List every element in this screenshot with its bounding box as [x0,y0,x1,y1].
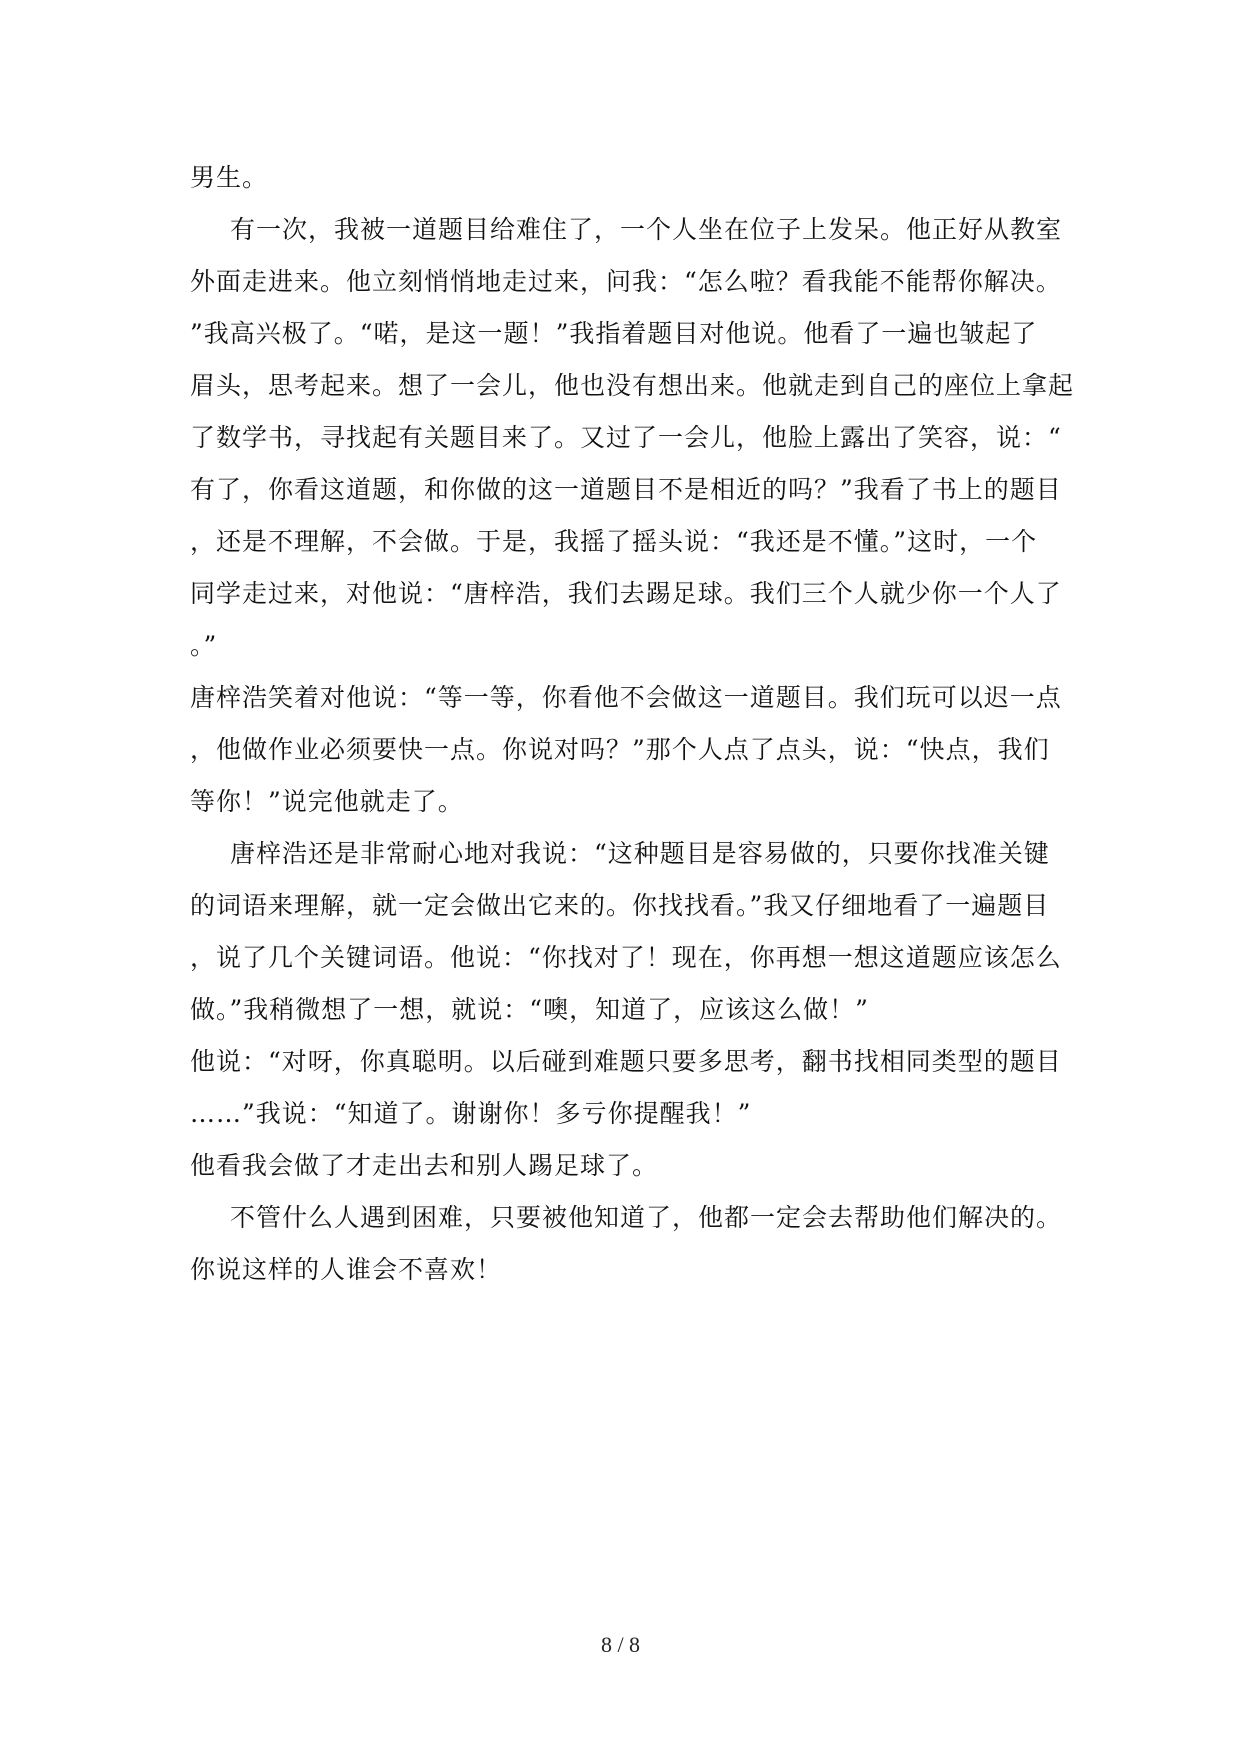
text-line: 他说：“对呀，你真聪明。以后碰到难题只要多思考，翻书找相同类型的题目 [190,1047,1062,1076]
text-line: 了数学书，寻找起有关题目来了。又过了一会儿，他脸上露出了笑容，说：“ [190,423,1062,452]
text-line: ……”我说：“知道了。谢谢你！多亏你提醒我！” [190,1099,752,1128]
text-line: 你说这样的人谁会不喜欢！ [190,1255,503,1284]
text-line: ，说了几个关键词语。他说：“你找对了！现在，你再想一想这道题应该怎么 [190,943,1062,972]
text-line: 唐梓浩还是非常耐心地对我说：“这种题目是容易做的，只要你找准关键 [230,839,1050,868]
text-line: 男生。 [190,163,269,192]
page-number: 8 / 8 [600,1632,641,1657]
text-line: 外面走进来。他立刻悄悄地走过来，问我：“怎么啦？看我能不能帮你解决。 [190,267,1062,296]
text-line: ，他做作业必须要快一点。你说对吗？”那个人点了点头，说：“快点，我们 [190,735,1050,764]
text-line: 他看我会做了才走出去和别人踢足球了。 [190,1151,659,1180]
text-line: 的词语来理解，就一定会做出它来的。你找找看。”我又仔细地看了一遍题目 [190,891,1050,920]
body-text [190,152,1075,1296]
text-line: 。” [190,631,218,660]
text-line: 等你！”说完他就走了。 [190,787,464,816]
text-line: ，还是不理解，不会做。于是，我摇了摇头说：“我还是不懂。”这时，一个 [190,527,1038,556]
text-line: 唐梓浩笑着对他说：“等一等，你看他不会做这一道题目。我们玩可以迟一点 [190,683,1062,712]
text-line: 同学走过来，对他说：“唐梓浩，我们去踢足球。我们三个人就少你一个人了 [190,579,1062,608]
text-line: 眉头，思考起来。想了一会儿，他也没有想出来。他就走到自己的座位上拿起 [190,371,1075,400]
text-line: 有了，你看这道题，和你做的这一道题目不是相近的吗？”我看了书上的题目 [190,475,1062,504]
text-line: 有一次，我被一道题目给难住了，一个人坐在位子上发呆。他正好从教室 [230,215,1063,244]
text-line: 不管什么人遇到困难，只要被他知道了，他都一定会去帮助他们解决的。 [230,1203,1063,1232]
text-line: 做。”我稍微想了一想，就说：“噢，知道了，应该这么做！” [190,995,869,1024]
text-line: ”我高兴极了。“喏，是这一题！”我指着题目对他说。他看了一遍也皱起了 [190,319,1038,348]
